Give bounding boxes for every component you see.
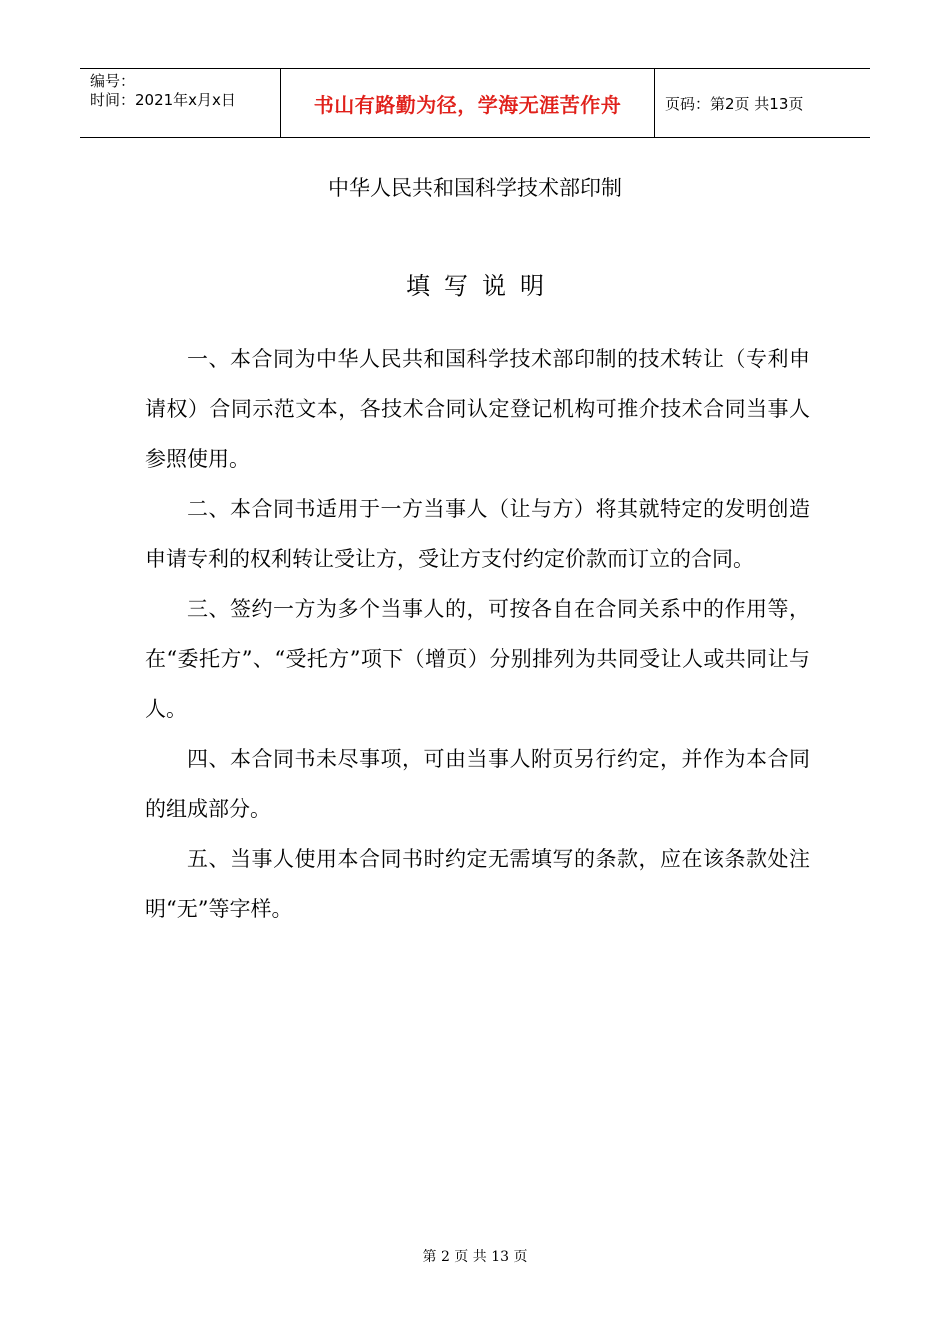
page-heading: 填写说明 — [406, 272, 558, 300]
instruction-paragraph-3: 三、签约一方为多个当事人的，可按各自在合同关系中的作用等，在“委托方”、“受托方”项下（增页）分别排列为共同受让人或共同让与人。 — [145, 597, 810, 721]
document-number-label: 编号： — [90, 72, 136, 90]
page-footer: 第 2 页 共 13 页 — [422, 1249, 528, 1265]
instruction-paragraph-4: 四、本合同书未尽事项，可由当事人附页另行约定，并作为本合同的组成部分。 — [145, 747, 810, 821]
instructions-body — [145, 334, 810, 934]
instruction-paragraph-1: 一、本合同为中华人民共和国科学技术部印制的技术转让（专利申请权）合同示范文本，各技术合同认定登记机构可推介技术合同当事人参照使用。 — [145, 347, 810, 471]
instruction-paragraph-5: 五、当事人使用本合同书时约定无需填写的条款，应在该条款处注明“无”等字样。 — [145, 847, 810, 921]
instruction-paragraph-2: 二、本合同书适用于一方当事人（让与方）将其就特定的发明创造申请专利的权利转让受让方，受让方支付约定价款而订立的合同。 — [145, 497, 810, 571]
issuer-subtitle: 中华人民共和国科学技术部印制 — [328, 176, 622, 200]
header-motto: 书山有路勤为径，学海无涯苦作舟 — [281, 69, 655, 137]
header-page-info: 页码：第2页 共13页 — [665, 94, 804, 113]
document-date-label: 时间：2021年x月x日 — [90, 91, 236, 109]
header-meta-cell — [80, 69, 281, 137]
header-table — [80, 68, 870, 138]
